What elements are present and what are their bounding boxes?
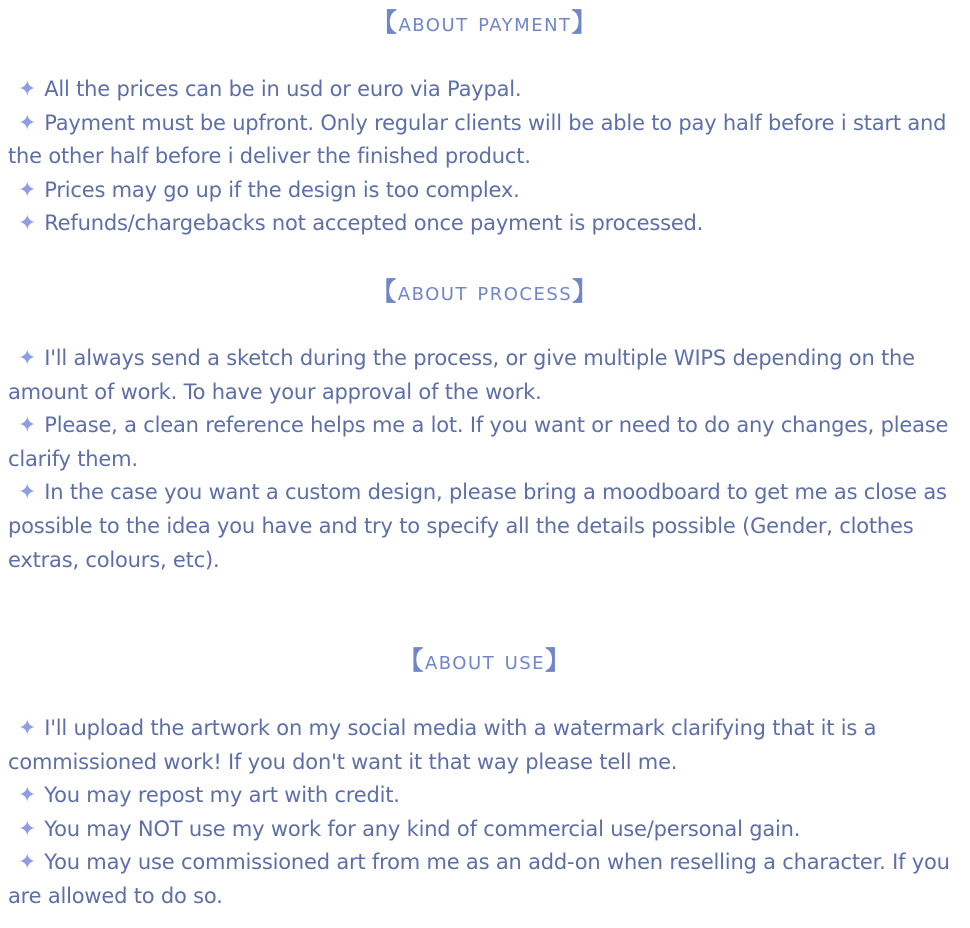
star-bullet-icon: ✦ bbox=[18, 716, 37, 741]
star-bullet-icon: ✦ bbox=[18, 413, 37, 439]
process-list bbox=[8, 342, 964, 577]
star-bullet-icon: ✦ bbox=[18, 480, 37, 506]
list-item bbox=[8, 107, 964, 174]
item-text: Refunds/chargebacks not accepted once payment is processed. bbox=[44, 211, 704, 236]
list-item bbox=[8, 409, 964, 476]
star-bullet-icon: ✦ bbox=[18, 177, 37, 203]
use-list bbox=[8, 712, 964, 914]
star-bullet-icon: ✦ bbox=[18, 110, 37, 136]
list-item bbox=[8, 342, 964, 409]
list-item bbox=[8, 846, 964, 913]
section-title: about process bbox=[397, 277, 573, 306]
item-text: I'll upload the artwork on my social media with a watermark clarifying that it is a commissioned work! If you don't want it that way please tell me. bbox=[8, 716, 877, 774]
close-bracket: 】 bbox=[571, 8, 599, 37]
item-text: Payment must be upfront. Only regular clients will be able to pay half before i start and the other half before i deliver the finished product. bbox=[8, 110, 947, 169]
item-text: I'll always send a sketch during the process, or give multiple WIPS depending on the amount of work. To have your approval of the work. bbox=[8, 346, 915, 404]
item-text: Please, a clean reference helps me a lot. If you want or need to do any changes, please clarify them. bbox=[8, 413, 949, 471]
item-text: You may repost my art with credit. bbox=[44, 783, 400, 808]
star-bullet-icon: ✦ bbox=[18, 816, 37, 842]
close-bracket: 】 bbox=[572, 277, 599, 306]
item-text: You may use commissioned art from me as an add-on when reselling a character. If you are allowed to do so. bbox=[8, 850, 950, 908]
list-item bbox=[8, 207, 964, 241]
list-item bbox=[8, 779, 964, 813]
heading-about-process bbox=[0, 275, 970, 309]
item-text: Prices may go up if the design is too complex. bbox=[44, 177, 520, 202]
list-item bbox=[8, 813, 964, 847]
star-bullet-icon: ✦ bbox=[18, 346, 37, 371]
list-item bbox=[8, 476, 964, 577]
item-text: In the case you want a custom design, please bring a moodboard to get me as close as possible to the idea you have and try to specify all the details possible (Gender, clothes extras, colours, etc). bbox=[8, 480, 947, 572]
section-title: about use bbox=[424, 646, 546, 675]
open-bracket: 【 bbox=[398, 646, 425, 675]
item-text: All the prices can be in usd or euro via Paypal. bbox=[44, 77, 522, 101]
star-bullet-icon: ✦ bbox=[18, 783, 37, 809]
close-bracket: 】 bbox=[545, 646, 572, 675]
star-bullet-icon: ✦ bbox=[18, 211, 37, 237]
open-bracket: 【 bbox=[371, 277, 398, 306]
payment-list bbox=[8, 73, 964, 241]
section-title: about payment bbox=[398, 8, 572, 37]
list-item bbox=[8, 174, 964, 208]
list-item bbox=[8, 712, 964, 779]
heading-about-use bbox=[0, 644, 970, 678]
heading-about-payment bbox=[0, 6, 970, 40]
open-bracket: 【 bbox=[371, 8, 399, 37]
star-bullet-icon: ✦ bbox=[18, 77, 37, 102]
list-item bbox=[8, 73, 964, 107]
item-text: You may NOT use my work for any kind of commercial use/personal gain. bbox=[44, 816, 801, 841]
star-bullet-icon: ✦ bbox=[18, 850, 37, 876]
